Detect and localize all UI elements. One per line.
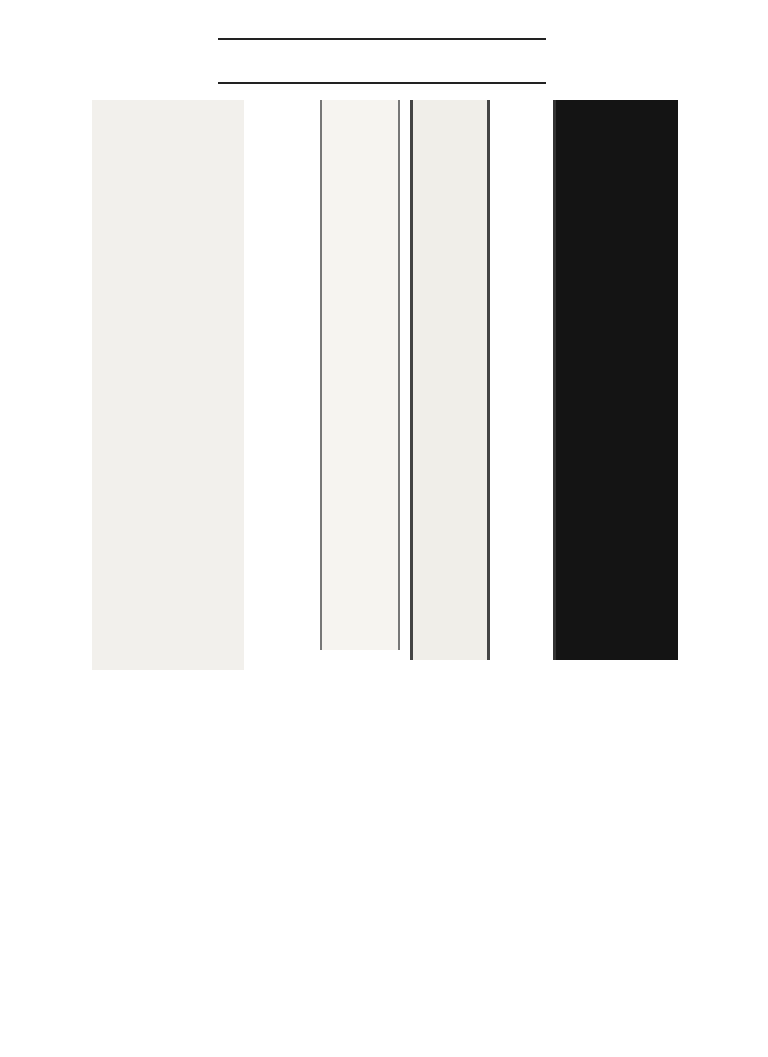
title-box	[218, 38, 546, 84]
calligraphy-panel-1	[553, 100, 678, 660]
calligraphy-panel-2b	[320, 100, 400, 650]
calligraphy-panel-3	[92, 100, 244, 670]
calligraphy-panel-2a	[410, 100, 490, 660]
